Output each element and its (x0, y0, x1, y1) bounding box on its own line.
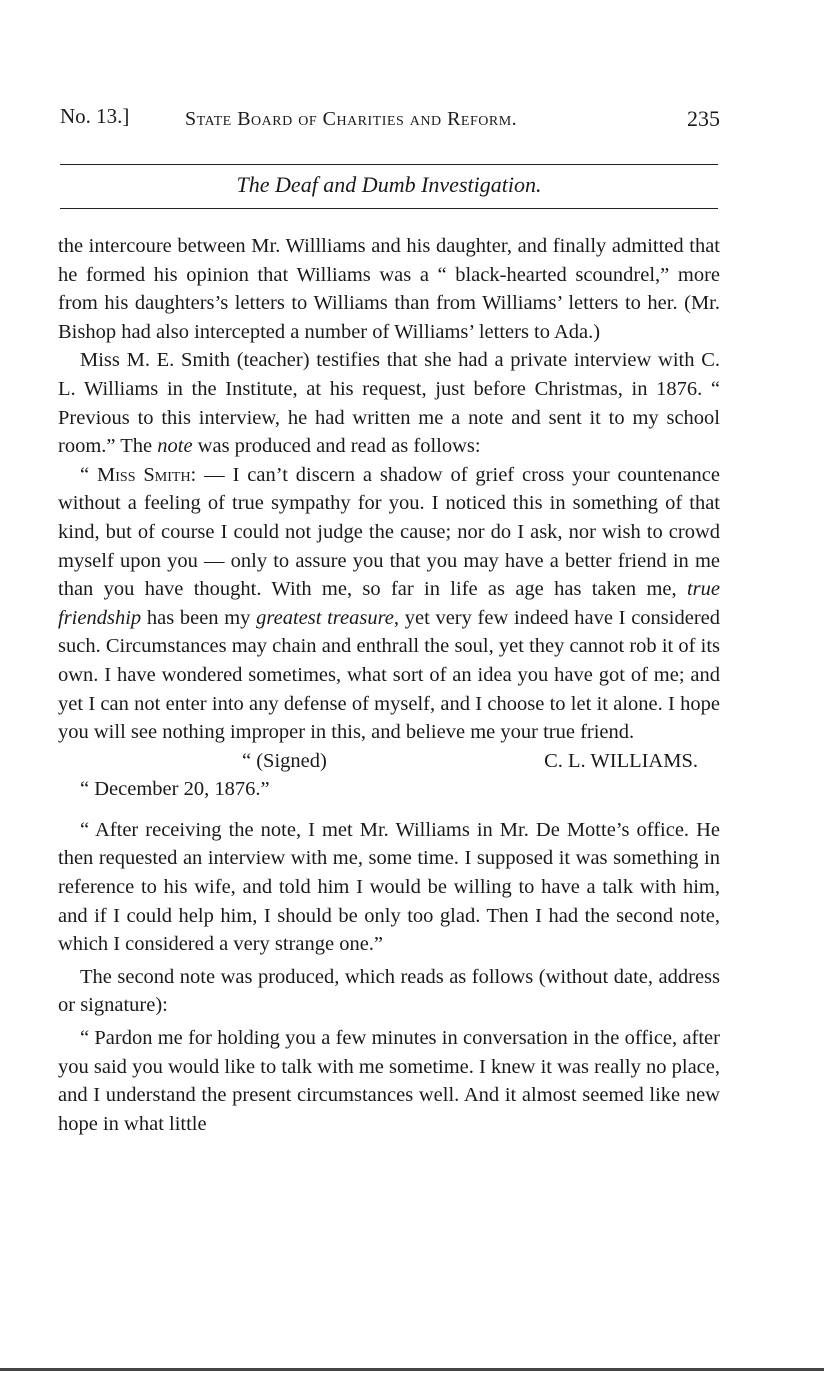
page-header (60, 104, 720, 144)
signer-name: C. L. WILLIAMS. (544, 749, 698, 772)
text-run: was produced and read as follows: (192, 435, 481, 458)
text-run: Miss M. E. Smith (teacher) testifies that she had a private interview with C. L. Williams in the Institute, at his request, just before Christmas, in 1876. “ Previous to this interview, he had written me a note and sent it to my school room.” The (58, 349, 720, 458)
note-date: “ December 20, 1876.” (80, 778, 270, 801)
header-rule-top (60, 164, 718, 165)
emphasis-note: note (157, 435, 193, 458)
quoted-note-first (58, 461, 720, 747)
publication-title: State Board of Charities and Reform. (185, 108, 518, 130)
spacer (58, 804, 720, 816)
body-text (58, 232, 720, 1138)
signed-label: “ (Signed) (242, 749, 327, 772)
signature-line (58, 747, 720, 776)
paragraph-second-note-intro: The second note was produced, which reads as follows (without date, address or signature): (58, 965, 720, 1017)
emphasis-true-friendship: true friendship (58, 578, 720, 629)
quoted-note-second: “ Pardon me for holding you a few minutes in conversation in the office, after you said you would like to talk with me sometime. I knew it was really no place, and I understand the present circumstances well. And it almost seemed like new hope in what little (58, 1027, 720, 1135)
emphasis-greatest-treasure: greatest treasure (256, 606, 394, 629)
paragraph-after-note: “ After receiving the note, I met Mr. Williams in Mr. De Motte’s office. He then requested an interview with me, some time. I supposed it was something in reference to his wife, and told him I would be willing to have a talk with him, and if I could help him, I should be only too glad. Then I had the second note, which I considered a very strange one.” (58, 818, 720, 956)
salutation: Miss Smith: (97, 463, 197, 486)
header-rule-bottom (60, 208, 718, 209)
document-number: No. 13.] (60, 104, 130, 128)
page-number: 235 (687, 106, 720, 131)
running-title: The Deaf and Dumb Investigation. (236, 172, 542, 197)
scan-edge-line (0, 1368, 824, 1371)
paragraph-continuation: the intercoure between Mr. Willliams and his daughter, and finally admitted that he formed his opinion that Williams was a “ black-hearted scoundrel,” more from his daughters’s letters to Williams than from Williams’ letters to her. (Mr. Bishop had also intercepted a number of Williams’ letters to Ada.) (58, 235, 720, 343)
text-run: — I can’t discern a shadow of grief cross your countenance without a feeling of true sympathy for you. I noticed this in something of that kind, but of course I could not judge the cause; nor do I ask, nor wish to crowd myself upon you — only to assure you that you may have a better friend in me than you have thought. With me, so far in life as age has taken me, (58, 463, 720, 601)
open-quote: “ (80, 463, 98, 486)
text-run: , yet very few indeed have I considered such. Circumstances may chain and enthrall the soul, yet they cannot rob it of its own. I have wondered sometimes, what sort of an idea you have got of me; and yet I can not enter into any defense of myself, and I choose to let it alone. I hope you will see nothing improper in this, and believe me your true friend. (58, 606, 720, 744)
text-run: has been my (141, 606, 257, 629)
paragraph-smith-testimony (58, 346, 720, 460)
